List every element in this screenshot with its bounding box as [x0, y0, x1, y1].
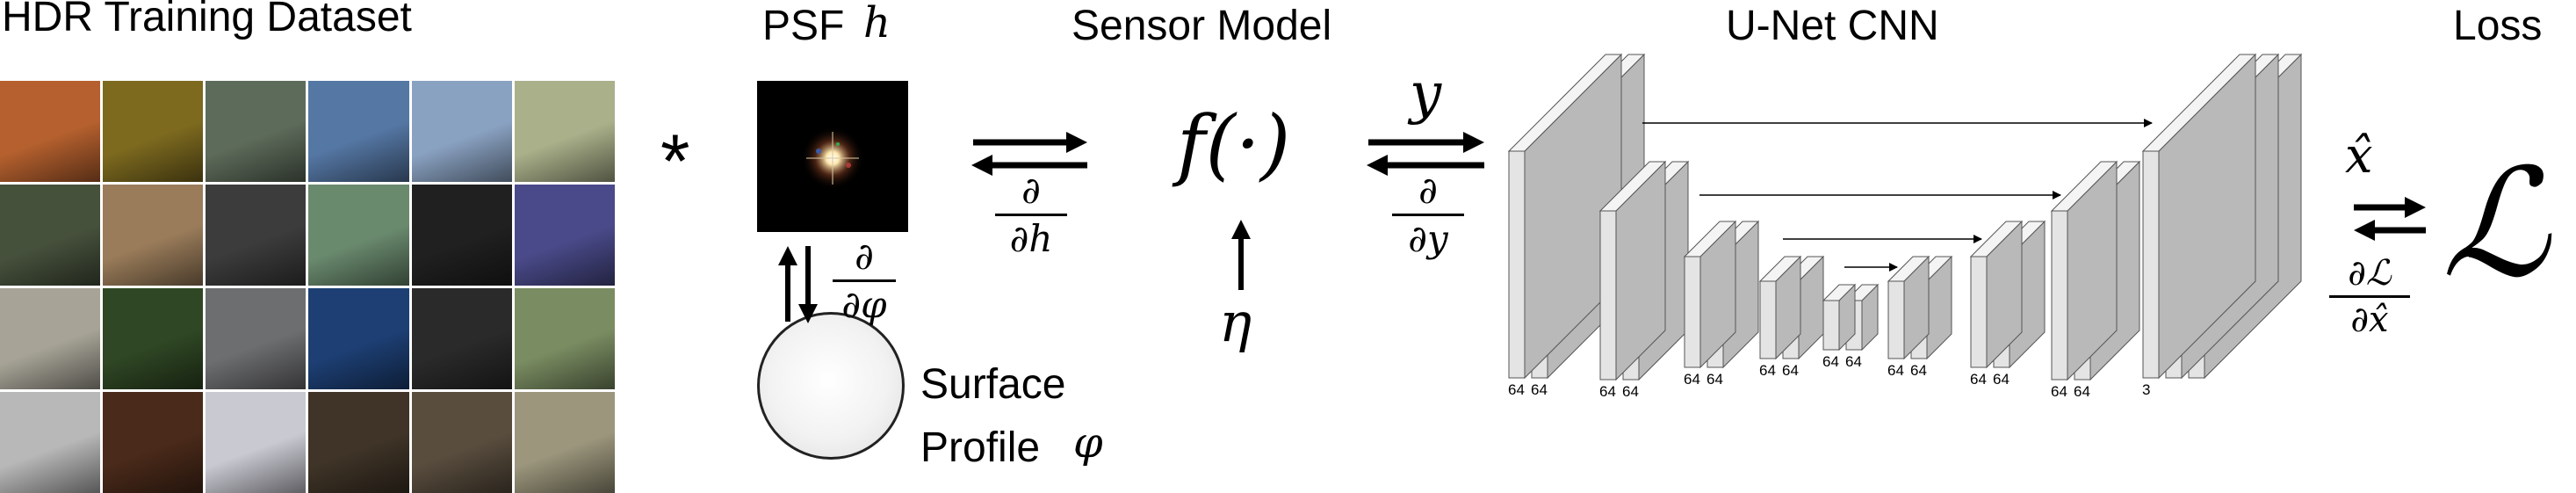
surface-label-line2: Profile — [920, 424, 1041, 471]
loss-title: Loss — [2453, 3, 2543, 49]
unet-channel-label: 64 — [1622, 383, 1639, 400]
unet-network — [1509, 54, 2301, 380]
unet-channel-label: 3 — [2142, 381, 2151, 398]
sensor-function: f(·) — [1177, 98, 1291, 189]
up-arrow-head — [778, 246, 797, 265]
forward-arrow-head — [2405, 197, 2426, 218]
psf-surface-arrows — [778, 246, 818, 323]
surface-var: φ — [1073, 418, 1103, 468]
psf-title: PSF — [762, 3, 845, 49]
sensor-unet-arrows — [1367, 132, 1484, 176]
unet-channel-label: 64 — [1970, 371, 1987, 388]
unet-channel-label: 64 — [1707, 371, 1723, 388]
unet-channel-label: 64 — [1599, 383, 1616, 400]
gradient-d-dh-den: ∂h — [1009, 217, 1053, 261]
x-hat-label: x̂ — [2345, 127, 2373, 185]
gradient-d-dphi-den: ∂φ — [841, 283, 887, 327]
convolution-symbol: * — [660, 120, 690, 204]
unet-channel-label: 64 — [1845, 353, 1862, 370]
noise-arrow-head — [1231, 220, 1251, 239]
noise-symbol: η — [1219, 290, 1252, 354]
backward-arrow-head — [971, 155, 992, 176]
unet-channel-label: 64 — [1822, 353, 1839, 370]
sensor-model-title: Sensor Model — [1072, 3, 1332, 49]
loss-symbol: ℒ — [2442, 137, 2550, 311]
backward-arrow-head — [1367, 155, 1388, 176]
backward-arrow-head — [2354, 220, 2375, 241]
unet-channel-label: 64 — [1887, 362, 1904, 379]
gradient-d-dy-num: ∂ — [1418, 169, 1438, 212]
unet-channel-label: 64 — [1531, 381, 1548, 398]
forward-arrow-head — [1066, 132, 1087, 153]
gradient-d-dphi-num: ∂ — [855, 235, 874, 278]
unet-channel-label: 64 — [1684, 371, 1700, 388]
gradient-dL-dx-den: ∂x̂ — [2350, 300, 2389, 340]
down-arrow-head — [798, 304, 818, 323]
forward-arrow-head — [1463, 132, 1484, 153]
unet-channel-label: 64 — [1508, 381, 1525, 398]
psf-title-var: h — [863, 0, 891, 47]
unet-channel-label: 64 — [1993, 371, 2010, 388]
unet-title: U-Net CNN — [1726, 3, 1939, 49]
y-label: y — [1410, 62, 1442, 127]
unet-channel-label: 64 — [2051, 383, 2067, 400]
unet-channel-label: 64 — [1782, 362, 1799, 379]
gradient-dL-dx-num: ∂ℒ — [2348, 253, 2392, 294]
unet-loss-arrows — [2354, 197, 2426, 241]
psf-sensor-arrows — [971, 132, 1087, 176]
gradient-d-dy-den: ∂y — [1408, 217, 1448, 261]
gradient-d-dh-num: ∂ — [1021, 169, 1041, 212]
unet-channel-label: 64 — [2074, 383, 2090, 400]
surface-label-line1: Surface — [920, 361, 1066, 408]
unet-channel-label: 64 — [1910, 362, 1927, 379]
dataset-title: HDR Training Dataset — [2, 0, 412, 40]
noise-arrow — [1231, 220, 1251, 290]
unet-channel-label: 64 — [1759, 362, 1776, 379]
